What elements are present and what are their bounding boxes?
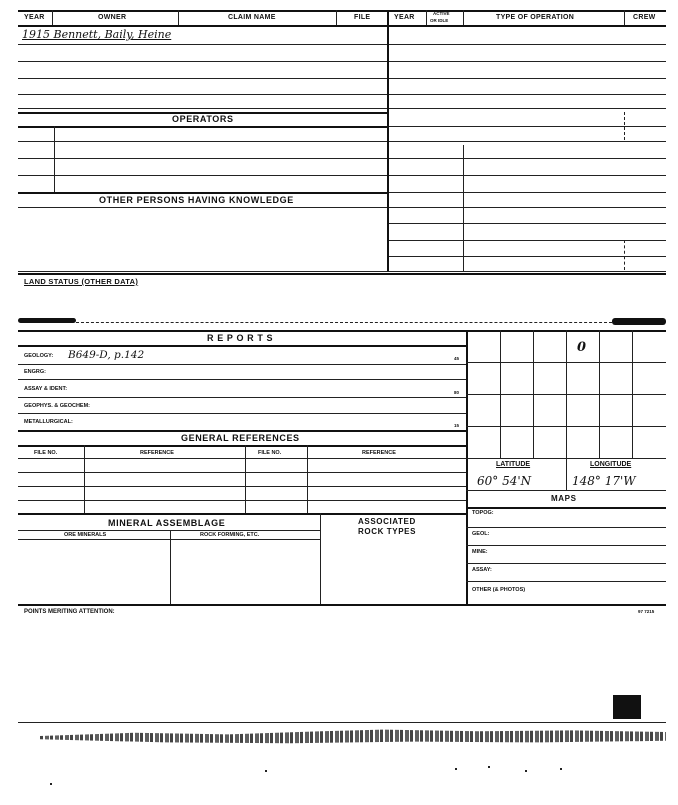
ref-col-reference-2: REFERENCE	[362, 450, 396, 456]
geophys-label: GEOPHYS. & GEOCHEM:	[24, 403, 91, 409]
col-header-type-of-operation: TYPE OF OPERATION	[496, 14, 575, 21]
scan-block-mark	[613, 695, 641, 719]
col-header-file: FILE	[354, 14, 371, 21]
reports-title: R E P O R T S	[207, 333, 274, 343]
general-references-title: GENERAL REFERENCES	[181, 433, 300, 443]
col-header-year-2: YEAR	[394, 14, 415, 21]
geology-value: B649-D, p.142	[68, 349, 145, 361]
scan-noise-band	[40, 728, 666, 744]
rock-forming-label: ROCK FORMING, ETC.	[200, 532, 260, 538]
latitude-label: LATITUDE	[496, 461, 531, 468]
map-topog-label: TOPOG:	[472, 510, 494, 516]
geology-label: GEOLOGY:	[24, 353, 54, 359]
latitude-value: 60° 54'N	[477, 474, 532, 488]
col-header-active-2: OR IDLE	[430, 18, 449, 23]
ref-col-file-no-1: FILE NO.	[34, 450, 58, 456]
ref-col-file-no-2: FILE NO.	[258, 450, 282, 456]
owner-entry-1915: 1915 Bennett, Baily, Heine	[22, 28, 172, 41]
col-header-owner: OWNER	[98, 14, 127, 21]
col-header-active-1: ACTIVE	[433, 11, 450, 16]
metallurgical-label: METALLURGICAL:	[24, 419, 73, 425]
map-mine-label: MINE:	[472, 549, 488, 555]
ref-col-reference-1: REFERENCE	[140, 450, 174, 456]
col-header-year: YEAR	[24, 14, 45, 21]
operators-title: OPERATORS	[172, 114, 234, 124]
longitude-value: 148° 17'W	[572, 474, 636, 488]
col-header-crew: CREW	[633, 14, 656, 21]
map-assay-label: ASSAY:	[472, 567, 492, 573]
reports-number-3: 15	[454, 423, 460, 428]
associated-rock-types-2: ROCK TYPES	[358, 527, 417, 536]
points-meriting-label: POINTS MERITING ATTENTION:	[24, 609, 115, 615]
land-status-label: LAND STATUS (OTHER DATA)	[24, 277, 139, 286]
longitude-label: LONGITUDE	[590, 461, 632, 468]
maps-title: MAPS	[551, 494, 577, 503]
scan-mark-left	[18, 318, 76, 323]
scan-mark-right	[612, 318, 666, 325]
associated-rock-types-1: ASSOCIATED	[358, 517, 416, 526]
map-other-label: OTHER (& PHOTOS)	[472, 587, 526, 593]
grid-location-mark: 0	[577, 340, 587, 355]
form-number: 97 7215	[638, 609, 655, 614]
col-header-claim-name: CLAIM NAME	[228, 14, 276, 21]
map-geol-label: GEOL:	[472, 531, 490, 537]
engrg-label: ENGRG:	[24, 369, 46, 375]
other-persons-title: OTHER PERSONS HAVING KNOWLEDGE	[99, 195, 294, 205]
reports-number-1: 45	[454, 356, 460, 361]
ore-minerals-label: ORE MINERALS	[64, 532, 107, 538]
reports-number-2: 80	[454, 390, 460, 395]
mineral-assemblage-title: MINERAL ASSEMBLAGE	[108, 518, 226, 528]
assay-label: ASSAY & IDENT:	[24, 386, 68, 392]
